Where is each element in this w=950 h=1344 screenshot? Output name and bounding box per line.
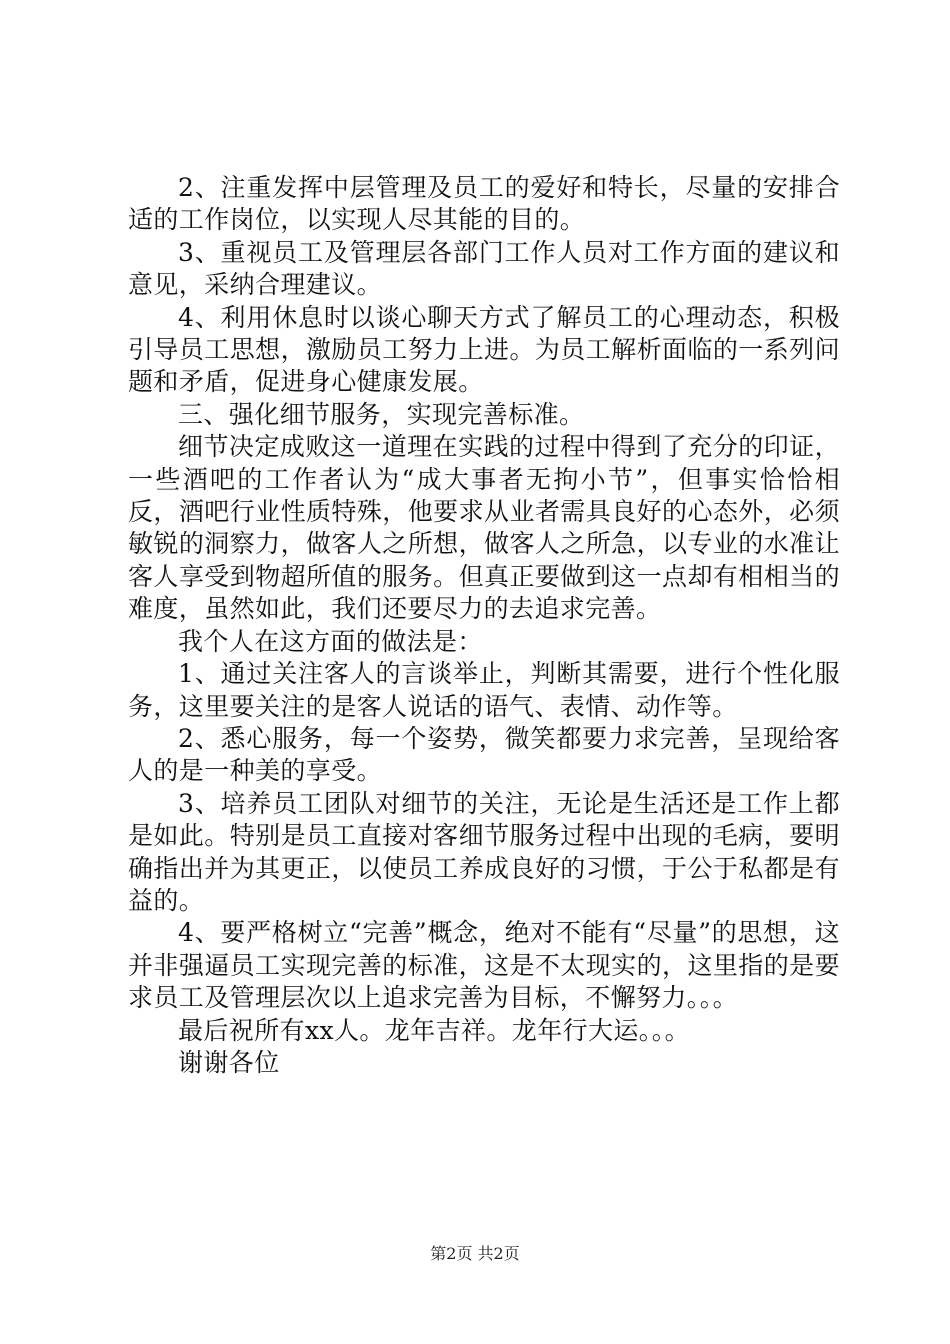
document-body — [128, 172, 840, 1079]
page-footer — [0, 1244, 950, 1264]
page-indicator: 第2页 共2页 — [430, 1244, 520, 1263]
paragraph: 3、培养员工团队对细节的关注，无论是生活还是工作上都是如此。特别是员工直接对客细节服务过程中出现的毛病，要明确指出并为其更正，以使员工养成良好的习惯，于公于私都是有益的。 — [128, 788, 840, 915]
paragraph: 4、利用休息时以谈心聊天方式了解员工的心理动态，积极引导员工思想，激励员工努力上进。为员工解析面临的一系列问题和矛盾，促进身心健康发展。 — [128, 302, 840, 397]
section-heading: 三、强化细节服务，实现完善标准。 — [178, 399, 585, 429]
paragraph: 2、悉心服务，每一个姿势，微笑都要力求完善，呈现给客人的是一种美的享受。 — [128, 723, 840, 786]
paragraph: 4、要严格树立“完善”概念，绝对不能有“尽量”的思想，这并非强逼员工实现完善的标准，这是不太现实的，这里指的是要求员工及管理层次以上追求完善为目标，不懈努力。。。 — [128, 918, 840, 1013]
paragraph: 1、通过关注客人的言谈举止，判断其需要，进行个性化服务，这里要关注的是客人说话的语气、表情、动作等。 — [128, 659, 840, 721]
paragraph: 2、注重发挥中层管理及员工的爱好和特长，尽量的安排合适的工作岗位，以实现人尽其能的目的。 — [128, 173, 840, 235]
paragraph: 我个人在这方面的做法是： — [178, 626, 483, 656]
closing-thanks: 谢谢各位 — [178, 1047, 280, 1077]
closing-wish: 最后祝所有xx人。龙年吉祥。龙年行大运。。。 — [178, 1015, 690, 1045]
paragraph: 3、重视员工及管理层各部门工作人员对工作方面的建议和意见，采纳合理建议。 — [128, 237, 840, 300]
paragraph: 细节决定成败这一道理在实践的过程中得到了充分的印证，一些酒吧的工作者认为“成大事者无拘小节”，但事实恰恰相反，酒吧行业性质特殊，他要求从业者需具良好的心态外，必须敏锐的洞察力，做客人之所想，做客人之所急，以专业的水准让客人享受到物超所值的服务。但真正要做到这一点却有相相当的难度，虽然如此，我们还要尽力的去追求完善。 — [128, 432, 840, 624]
